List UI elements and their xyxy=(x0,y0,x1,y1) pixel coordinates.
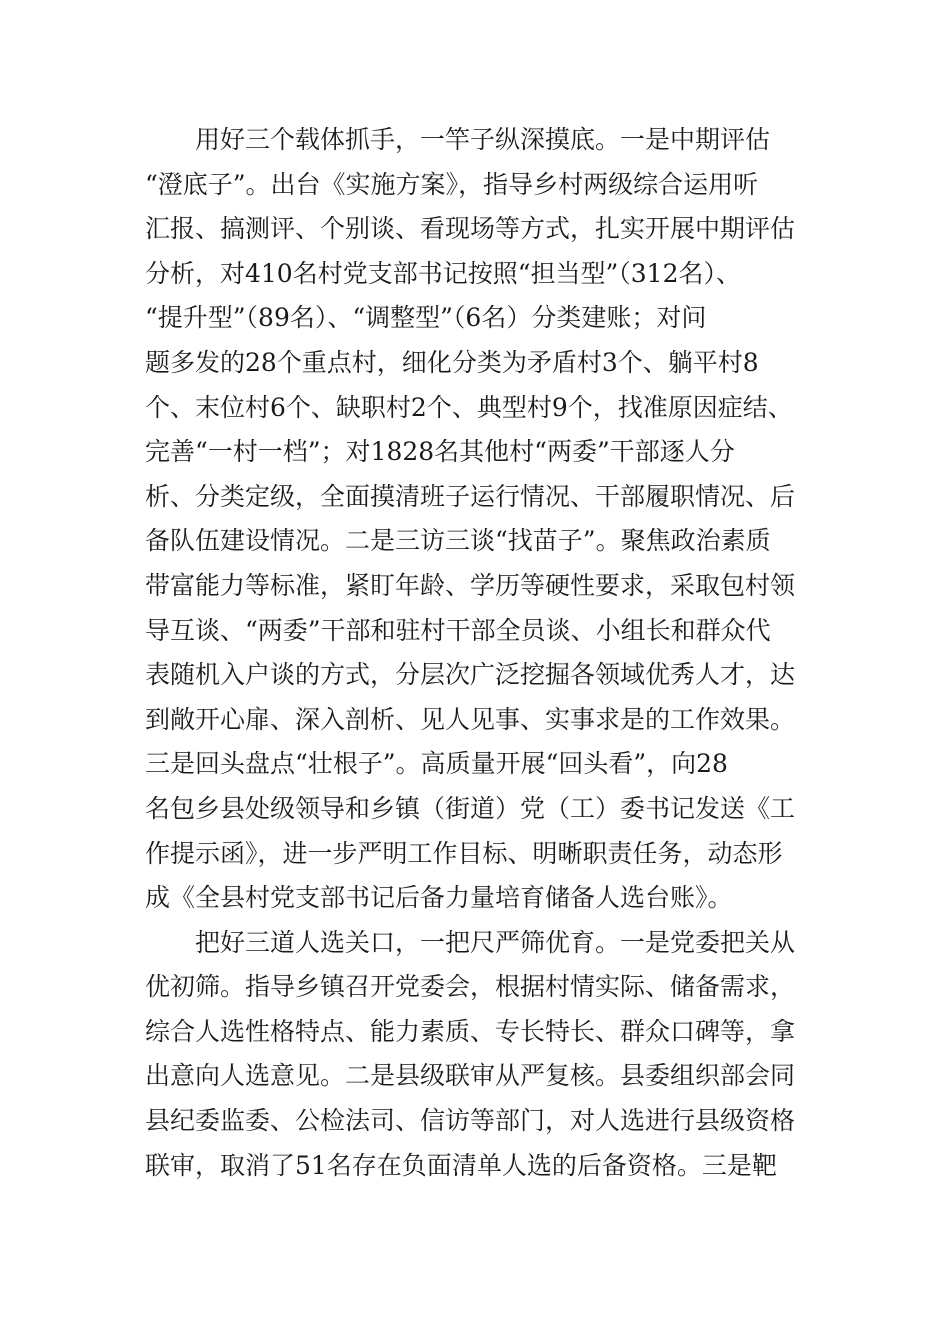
text-line: 名包乡县处级领导和乡镇（街道）党（工）委书记发送《工 xyxy=(145,793,796,823)
text-line: 备队伍建设情况。二是三访三谈“找苗子”。聚焦政治素质 xyxy=(145,526,771,556)
text-line: 优初筛。指导乡镇召开党委会，根据村情实际、储备需求， xyxy=(145,972,796,1002)
text-line: 带富能力等标准，紧盯年龄、学历等硬性要求，采取包村领 xyxy=(145,570,796,600)
paragraph-2 xyxy=(145,921,825,1189)
text-line: 导互谈、“两委”干部和驻村干部全员谈、小组长和群众代 xyxy=(145,615,771,645)
text-line: 用好三个载体抓手，一竿子纵深摸底。一是中期评估 xyxy=(195,125,771,154)
text-line: 到敞开心扉、深入剖析、见人见事、实事求是的工作效果。 xyxy=(145,704,796,734)
text-line: 三是回头盘点“壮根子”。高质量开展“回头看”，向28 xyxy=(145,749,728,779)
text-line: 汇报、搞测评、个别谈、看现场等方式，扎实开展中期评估 xyxy=(145,214,796,244)
text-line: 综合人选性格特点、能力素质、专长特长、群众口碑等，拿 xyxy=(145,1016,796,1046)
text-line: 成《全县村党支部书记后备力量培育储备人选台账》。 xyxy=(145,883,733,913)
text-line: 分析，对410名村党支部书记按照“担当型”（312名）、 xyxy=(145,258,741,288)
text-line: 作提示函》，进一步严明工作目标、明晰职责任务，动态形 xyxy=(145,838,783,868)
text-line: 析、分类定级，全面摸清班子运行情况、干部履职情况、后 xyxy=(145,481,796,511)
document-body xyxy=(145,118,825,1188)
text-line: 完善“一村一档”；对1828名其他村“两委”干部逐人分 xyxy=(145,437,735,467)
text-line: 题多发的28个重点村，细化分类为矛盾村3个、躺平村8 xyxy=(145,347,759,377)
text-line: 表随机入户谈的方式，分层次广泛挖掘各领域优秀人才，达 xyxy=(145,660,796,690)
text-line: “提升型”（89名）、“调整型”（6名）分类建账；对问 xyxy=(145,303,707,333)
text-line: 联审，取消了51名存在负面清单人选的后备资格。三是靶 xyxy=(145,1150,777,1180)
text-line: 出意向人选意见。二是县级联审从严复核。县委组织部会同 xyxy=(145,1061,796,1091)
text-line: 县纪委监委、公检法司、信访等部门，对人选进行县级资格 xyxy=(145,1106,796,1136)
text-line: 把好三道人选关口，一把尺严筛优育。一是党委把关从 xyxy=(195,927,796,957)
paragraph-1 xyxy=(145,118,825,921)
text-line: “澄底子”。出台《实施方案》，指导乡村两级综合运用听 xyxy=(145,169,759,199)
text-line: 个、末位村6个、缺职村2个、典型村9个，找准原因症结、 xyxy=(145,392,793,422)
